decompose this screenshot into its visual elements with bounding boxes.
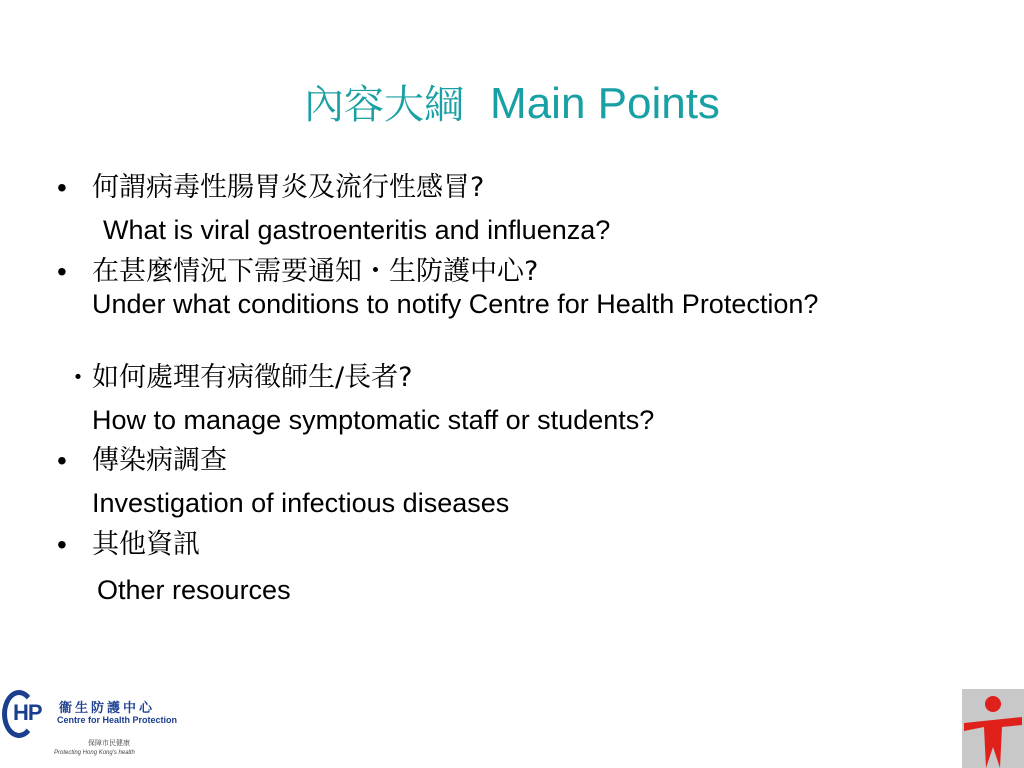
list-item-en: Investigation of infectious diseases <box>92 488 510 518</box>
list-item <box>0 362 1024 442</box>
logo-tagline-en: Protecting Hong Kong's health <box>54 750 135 756</box>
list-item <box>0 445 1024 525</box>
bullet-marker: • <box>57 256 67 287</box>
list-item-en: How to manage symptomatic staff or students? <box>92 405 655 435</box>
logo-tagline-zh: 保障市民健康 <box>88 739 130 747</box>
logo-name-zh: 衞生防護中心 <box>59 701 156 716</box>
logo-mark: HP <box>13 700 42 725</box>
list-item-zh: 如何處理有病徵師生/長者? <box>92 362 413 393</box>
list-item-zh: 在甚麼情況下需要通知・生防護中心? <box>92 256 539 287</box>
list-item-en: Other resources <box>97 575 291 605</box>
list-item-en: What is viral gastroenteritis and influenza? <box>103 215 611 245</box>
list-item <box>0 529 1024 609</box>
list-item-zh: 何謂病毒性腸胃炎及流行性感冒? <box>92 172 485 203</box>
list-item-zh: 其他資訊 <box>92 529 200 560</box>
bullet-marker: • <box>57 529 67 560</box>
health-figure-icon <box>962 689 1024 768</box>
bullet-marker: • <box>57 445 67 476</box>
bullet-marker: • <box>57 172 67 203</box>
slide-title-en: Main Points <box>490 79 720 128</box>
bullet-marker: ・ <box>64 362 93 393</box>
list-item-zh: 傳染病調查 <box>92 445 227 476</box>
slide-title <box>0 76 1024 133</box>
list-item-en: Under what conditions to notify Centre for Health Protection? <box>92 289 819 319</box>
chp-logo-icon <box>0 686 178 762</box>
list-item <box>0 256 1024 356</box>
slide-title-zh: 內容大綱 <box>304 82 465 128</box>
list-item <box>0 172 1024 244</box>
logo-name-en: Centre for Health Protection <box>57 715 178 725</box>
